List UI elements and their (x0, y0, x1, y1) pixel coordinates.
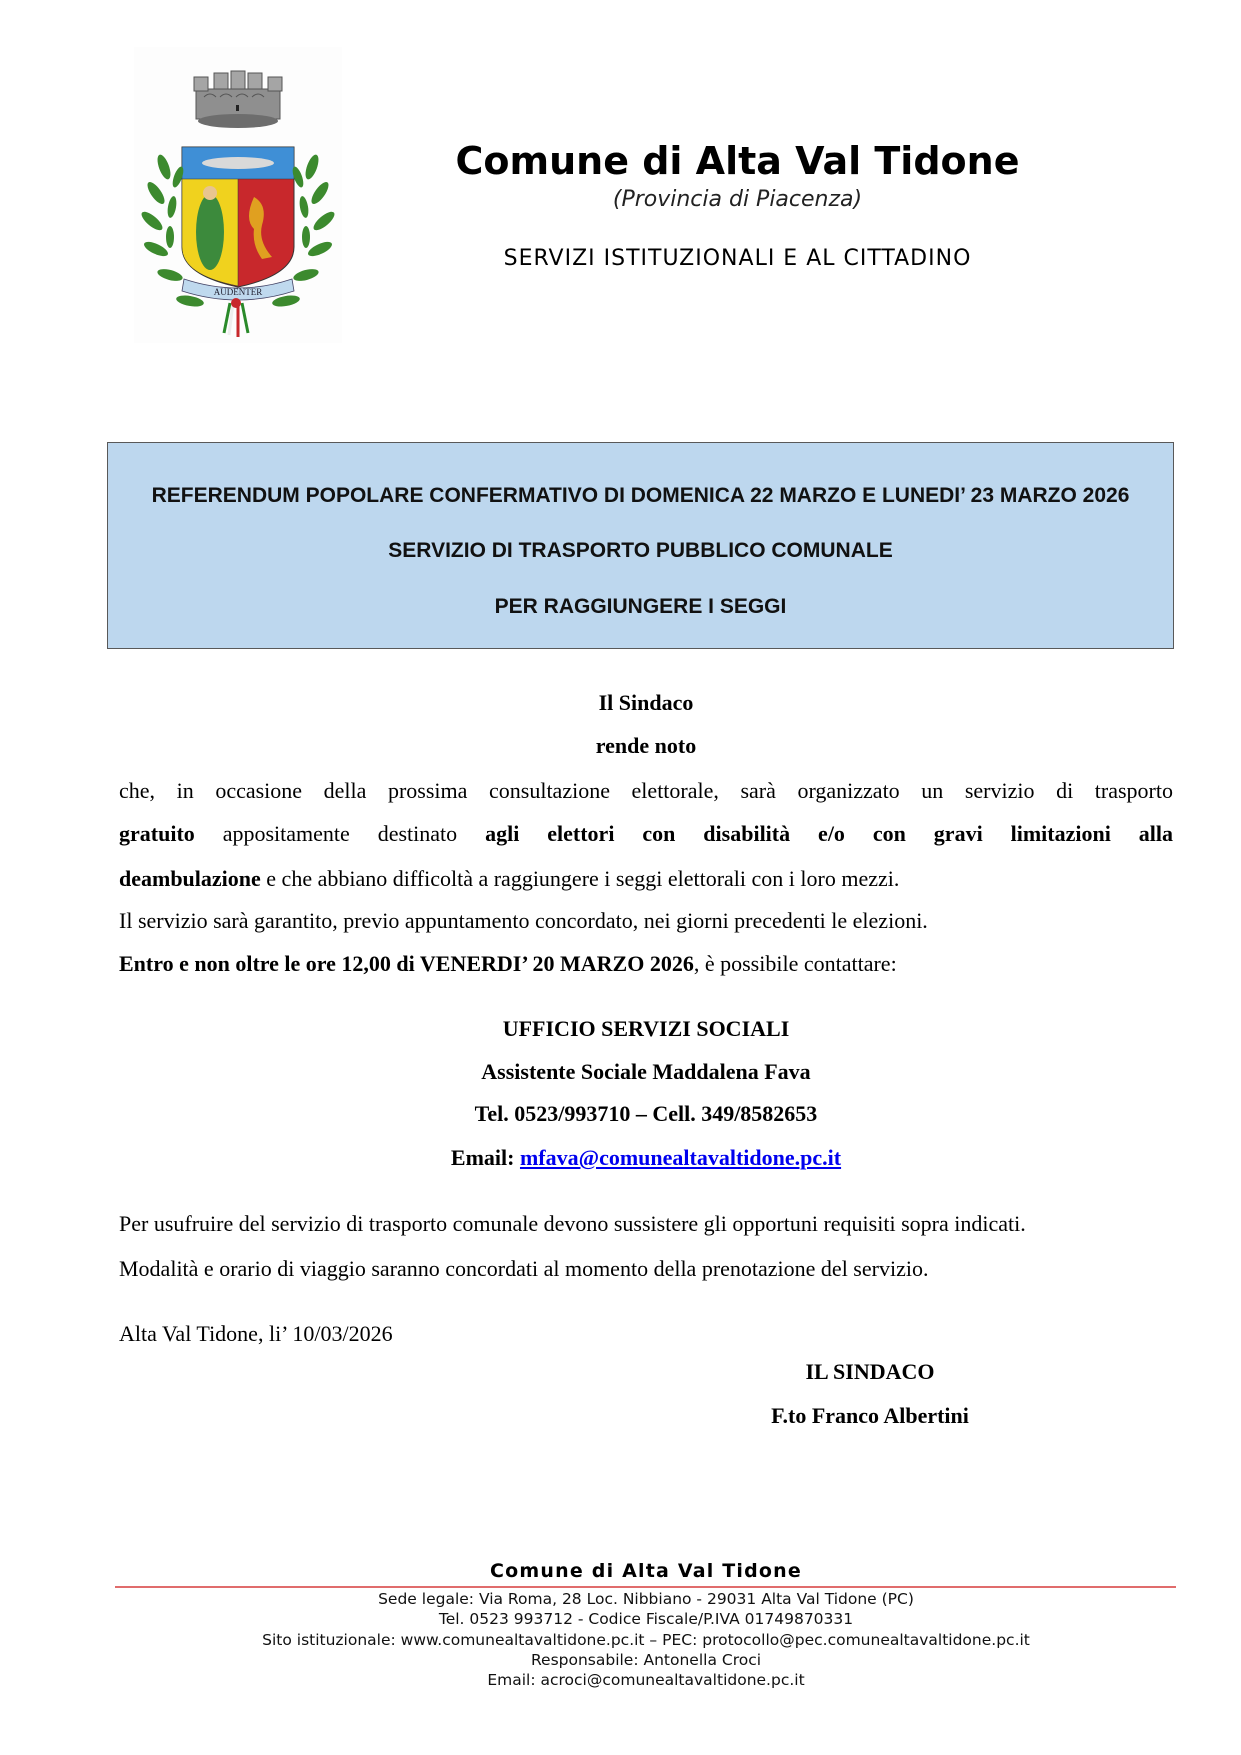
email-link[interactable]: mfava@comunealtavaltidone.pc.it (519, 1145, 842, 1170)
booking-text: Modalità e orario di viaggio saranno concordati al momento della prenotazione del servizio. (119, 1256, 929, 1281)
banner-service-line: SERVIZIO DI TRASPORTO PUBBLICO COMUNALE (388, 539, 893, 562)
body-paragraph-line (119, 865, 1173, 893)
banner-purpose-line: PER RAGGIUNGERE I SEGGI (494, 595, 787, 618)
province-subtitle: (Provincia di Piacenza) (612, 187, 863, 212)
banner-title-line: REFERENDUM POPOLARE CONFERMATIVO DI DOMENICA 22 MARZO E LUNEDI’ 23 MARZO 2026 (151, 484, 1130, 507)
mayor-heading: Il Sindaco (598, 690, 694, 715)
deadline-emphasis: Entro e non oltre le ore 12,00 di VENERDI’ 20 MARZO 2026 (119, 951, 694, 976)
contact-email-row (119, 1144, 1173, 1172)
referendum-banner (107, 442, 1174, 649)
signature-title: IL SINDACO (805, 1359, 935, 1384)
coat-of-arms-icon (134, 47, 342, 343)
deadline-text (119, 950, 1173, 978)
requirements-text: Per usufruire del servizio di trasporto comunale devono sussistere gli opportuni requisiti sopra indicati. (119, 1211, 1026, 1236)
body-text: e che abbiano difficoltà a raggiungere i seggi elettorali con i loro mezzi. (260, 866, 900, 891)
footer-title: Comune di Alta Val Tidone (490, 1560, 802, 1582)
body-paragraph-line (119, 820, 1173, 848)
body-paragraph-line: che, in occasione della prossima consultazione elettorale, sarà organizzato un servizio di trasporto (119, 778, 1173, 803)
office-name: UFFICIO SERVIZI SOCIALI (502, 1016, 790, 1041)
footer-phone-taxcode: Tel. 0523 993712 - Codice Fiscale/P.IVA 01749870331 (438, 1610, 854, 1628)
mural-crown-icon (194, 71, 282, 128)
footer-divider (115, 1586, 1176, 1588)
svg-text:AUDENTER: AUDENTER (213, 287, 263, 297)
signature-name: F.to Franco Albertini (771, 1403, 969, 1428)
coat-of-arms-logo (134, 47, 342, 343)
body-text: , è possibile contattare: (693, 951, 897, 976)
announce-heading: rende noto (595, 733, 697, 758)
footer-responsible: Responsabile: Antonella Croci (530, 1651, 762, 1669)
footer-email: Email: acroci@comunealtavaltidone.pc.it (487, 1671, 805, 1689)
body-text: appositamente destinato (194, 821, 486, 846)
service-guarantee-text: Il servizio sarà garantito, previo appuntamento concordato, nei giorni precedenti le elezioni. (119, 908, 928, 933)
emphasis-free: gratuito (119, 821, 195, 846)
tricolor-bow-icon (224, 298, 248, 337)
footer-address: Sede legale: Via Roma, 28 Loc. Nibbiano - 29031 Alta Val Tidone (PC) (378, 1590, 914, 1608)
contact-person: Assistente Sociale Maddalena Fava (481, 1059, 811, 1084)
emphasis-target-voters: agli elettori con disabilità e/o con gravi limitazioni alla (485, 821, 1174, 846)
contact-phones: Tel. 0523/993710 – Cell. 349/8582653 (474, 1101, 818, 1126)
shield-icon (182, 147, 294, 287)
department-name: SERVIZI ISTITUZIONALI E AL CITTADINO (503, 246, 972, 271)
email-label: Email: (450, 1145, 520, 1170)
footer-website-pec: Sito istituzionale: www.comunealtavaltidone.pc.it – PEC: protocollo@pec.comunealtavaltidone.pc.it (262, 1631, 1030, 1649)
municipality-title: Comune di Alta Val Tidone (455, 139, 1020, 183)
place-date: Alta Val Tidone, li’ 10/03/2026 (119, 1321, 393, 1346)
emphasis-mobility: deambulazione (119, 866, 261, 891)
